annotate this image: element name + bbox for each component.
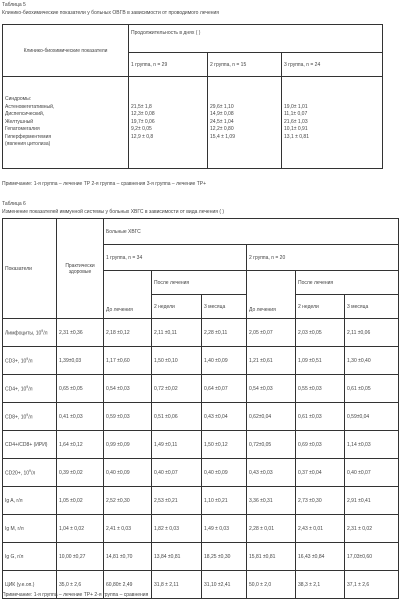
indicator-line: Желтушный <box>5 118 34 125</box>
value-line: 19,0± 1,01 <box>284 103 308 110</box>
row-g1-before: 0,54 ±0,03 <box>104 375 152 403</box>
row-healthy: 2,31 ±0,36 <box>57 319 104 347</box>
value-line: 19,7± 0,06 <box>131 118 155 125</box>
row-g1-2weeks: 1,82 ± 0,03 <box>152 515 202 543</box>
table2-note: Примечание: 1-я группа – лечение ТР+ 2-я группа – сравнения <box>2 592 149 598</box>
table-row <box>3 459 399 487</box>
table-row <box>3 487 399 515</box>
row-healthy: 0,41 ±0,03 <box>57 403 104 431</box>
row-healthy: 0,39 ±0,02 <box>57 459 104 487</box>
indicator-line: Гепатомегалия <box>5 126 40 133</box>
header-g1-after: После лечения <box>152 271 247 295</box>
row-g1-before: 2,52 ±0,30 <box>104 487 152 515</box>
row-g1-3months: 0,64 ±0,07 <box>202 375 247 403</box>
header-g2-3months: 3 месяца <box>345 295 399 319</box>
header-healthy: Практически здоровые <box>57 219 104 319</box>
row-g2-3months: 2,11 ±0,06 <box>345 319 399 347</box>
row-g2-3months: 0,40 ±0,07 <box>345 459 399 487</box>
indicator-line: Диспепсический, <box>5 111 45 118</box>
table-row <box>3 319 399 347</box>
row-g2-2weeks: 0,37 ±0,04 <box>296 459 345 487</box>
row-g1-3months: 1,49 ± 0,03 <box>202 515 247 543</box>
row-g2-before: 0,72±0,05 <box>247 431 296 459</box>
table-row <box>3 403 399 431</box>
row-name: Лимфоциты, $10^9/л$ <box>3 319 57 347</box>
row-g1-3months: 0,43 ±0,04 <box>202 403 247 431</box>
header-group-2: 2 группа, n = 20 <box>247 245 399 271</box>
value-line: 11,1± 0,07 <box>284 111 308 118</box>
row-name: CD20+, $10^9/л$ <box>3 459 57 487</box>
header-g1-2weeks: 2 недели <box>152 295 202 319</box>
row-g2-3months: 2,31 ± 0,02 <box>345 515 399 543</box>
table-row <box>3 431 399 459</box>
row-g1-before: 2,18 ±0,12 <box>104 319 152 347</box>
row-g1-2weeks: 13,84 ±0,81 <box>152 543 202 571</box>
table2-label: Таблица 6 <box>2 201 26 207</box>
row-g1-2weeks: 0,51 ±0,06 <box>152 403 202 431</box>
row-g2-2weeks: 38,3 ± 2,1 <box>296 571 345 599</box>
row-g1-2weeks: 31,8 ± 2,11 <box>152 571 202 599</box>
row-g2-before: 0,62±0,04 <box>247 403 296 431</box>
value-line: 21,5± 1,8 <box>131 103 152 110</box>
row-name: Ig A, г/л <box>3 487 57 515</box>
row-g1-3months: 1,50 ±0,12 <box>202 431 247 459</box>
indicator-line: Синдромы: <box>5 96 32 103</box>
row-healthy: 1,64 ±0,12 <box>57 431 104 459</box>
row-g2-2weeks: 0,69 ±0,03 <box>296 431 345 459</box>
value-line: 29,6± 1,10 <box>210 103 234 110</box>
table-row <box>3 347 399 375</box>
row-g2-before: 50,0 ± 2,0 <box>247 571 296 599</box>
table1-label: Таблица 5 <box>2 2 26 8</box>
table-row <box>3 375 399 403</box>
row-g1-2weeks: 2,53 ±0,21 <box>152 487 202 515</box>
row-g2-before: 0,43 ±0,03 <box>247 459 296 487</box>
row-name: Ig M, г/л <box>3 515 57 543</box>
table1-values-group-3 <box>282 77 383 169</box>
table1-values-group-1 <box>129 77 208 169</box>
header-g2-2weeks: 2 недели <box>296 295 345 319</box>
row-name: Ig G, г/л <box>3 543 57 571</box>
value-line: 12,9 ± 0,8 <box>131 133 154 140</box>
header-g2-before: До лечения <box>247 271 296 319</box>
value-line: 15,4 ± 1,09 <box>210 133 235 140</box>
header-g1-3months: 3 месяца <box>202 295 247 319</box>
row-name: CD4+/CD8+ (ИРИ) <box>3 431 57 459</box>
row-healthy: 1,05 ±0,02 <box>57 487 104 515</box>
row-g2-2weeks: 16,43 ±0,84 <box>296 543 345 571</box>
row-healthy: 35,0 ± 2,6 <box>57 571 104 599</box>
table1-indicators-cell <box>3 77 129 169</box>
row-g2-2weeks: 0,55 ±0,03 <box>296 375 345 403</box>
table-row <box>3 515 399 543</box>
row-g2-2weeks: 2,03 ±0,05 <box>296 319 345 347</box>
table1 <box>2 24 383 169</box>
row-name: ЦИК (у.е.оп.) <box>3 571 57 599</box>
row-g2-3months: 17,03±0,60 <box>345 543 399 571</box>
value-line: 10,1± 0,91 <box>284 126 308 133</box>
row-g1-3months: 31,10 ±2,41 <box>202 571 247 599</box>
row-g2-before: 0,54 ±0,03 <box>247 375 296 403</box>
row-g1-before: 1,17 ±0,60 <box>104 347 152 375</box>
row-g1-before: 0,40 ±0,09 <box>104 459 152 487</box>
row-g2-2weeks: 0,61 ±0,03 <box>296 403 345 431</box>
row-g1-3months: 2,28 ±0,11 <box>202 319 247 347</box>
table1-values-group-2 <box>208 77 282 169</box>
row-g1-before: 0,99 ±0,09 <box>104 431 152 459</box>
row-name: CD3+, $10^9/л$ <box>3 347 57 375</box>
row-g2-2weeks: 2,73 ±0,30 <box>296 487 345 515</box>
row-g2-3months: 0,59±0,04 <box>345 403 399 431</box>
row-g2-3months: 2,91 ±0,41 <box>345 487 399 515</box>
row-g2-3months: 1,14 ±0,03 <box>345 431 399 459</box>
table1-group-2: 2 группа, n = 15 <box>208 53 282 77</box>
row-g1-3months: 1,40 ±0,09 <box>202 347 247 375</box>
value-line: 12,2± 0,80 <box>210 126 234 133</box>
header-group-1: 1 группа, n = 34 <box>104 245 247 271</box>
row-g2-before: 1,21 ±0,61 <box>247 347 296 375</box>
table2-title: Изменение показателей иммунной системы у больных ХВГС в зависимости от вида лечения ( ) <box>2 209 225 215</box>
row-g1-2weeks: 1,49 ±0,11 <box>152 431 202 459</box>
indicator-line: Гиперферментемия <box>5 133 52 140</box>
table1-title: Клинико-биохимические показатели у больных ОВГВ в зависимости от проводимого лечения <box>2 10 220 16</box>
row-name: CD4+, $10^9/л$ <box>3 375 57 403</box>
table1-group-3: 3 группа, n = 24 <box>282 53 383 77</box>
value-line: 9,2± 0,05 <box>131 126 152 133</box>
row-healthy: 1,39±0,03 <box>57 347 104 375</box>
row-g2-3months: 0,61 ±0,05 <box>345 375 399 403</box>
row-g2-3months: 1,30 ±0,40 <box>345 347 399 375</box>
row-healthy: 1,04 ± 0,02 <box>57 515 104 543</box>
row-g2-2weeks: 2,43 ± 0,01 <box>296 515 345 543</box>
value-line: 24,5± 1,04 <box>210 118 234 125</box>
row-g1-before: 2,41 ± 0,03 <box>104 515 152 543</box>
value-line: 14,9± 0,08 <box>210 111 234 118</box>
value-line: 21,6± 1,03 <box>284 118 308 125</box>
row-g2-before: 2,28 ± 0,01 <box>247 515 296 543</box>
table-row <box>3 543 399 571</box>
row-g1-2weeks: 1,50 ±0,10 <box>152 347 202 375</box>
row-g1-2weeks: 0,40 ±0,07 <box>152 459 202 487</box>
table1-group-1: 1 группа, n = 29 <box>129 53 208 77</box>
table1-header-indicators: Клинико-биохимические показатели <box>3 25 129 77</box>
row-g1-before: 14,81 ±0,70 <box>104 543 152 571</box>
table1-header-duration: Продолжительность в днях ( ) <box>129 25 383 53</box>
row-g1-before: 0,59 ±0,03 <box>104 403 152 431</box>
row-g1-3months: 0,40 ±0,09 <box>202 459 247 487</box>
row-g1-before: 60,80± 2,49 <box>104 571 152 599</box>
row-name: CD8+, $10^9/л$ <box>3 403 57 431</box>
value-line: 12,3± 0,08 <box>131 111 155 118</box>
indicator-line: Астеновегетативный, <box>5 103 55 110</box>
header-patients: Больные ХВГС <box>104 219 399 245</box>
table2 <box>2 218 399 599</box>
row-g2-2weeks: 1,09 ±0,51 <box>296 347 345 375</box>
header-indicators: Показатели <box>3 219 57 319</box>
row-g1-2weeks: 2,11 ±0,11 <box>152 319 202 347</box>
row-g2-before: 15,81 ±0,81 <box>247 543 296 571</box>
row-g2-3months: 37,1 ± 2,6 <box>345 571 399 599</box>
row-g2-before: 2,05 ±0,07 <box>247 319 296 347</box>
row-g1-2weeks: 0,72 ±0,02 <box>152 375 202 403</box>
row-g2-before: 3,36 ±0,31 <box>247 487 296 515</box>
table1-note: Примечание: 1-я группа – лечение ТР 2-я группа – сравнения 3-я группа – лечение ТР+ <box>2 181 207 187</box>
row-g1-3months: 18,25 ±0,30 <box>202 543 247 571</box>
value-line: 13,1 ± 0,81 <box>284 133 309 140</box>
row-healthy: 0,65 ±0,05 <box>57 375 104 403</box>
row-g1-3months: 1,10 ±0,21 <box>202 487 247 515</box>
header-g2-after: После лечения <box>296 271 399 295</box>
indicator-line: (явления цитолиза) <box>5 141 51 148</box>
row-healthy: 10,00 ±0,27 <box>57 543 104 571</box>
header-g1-before: До лечения <box>104 271 152 319</box>
